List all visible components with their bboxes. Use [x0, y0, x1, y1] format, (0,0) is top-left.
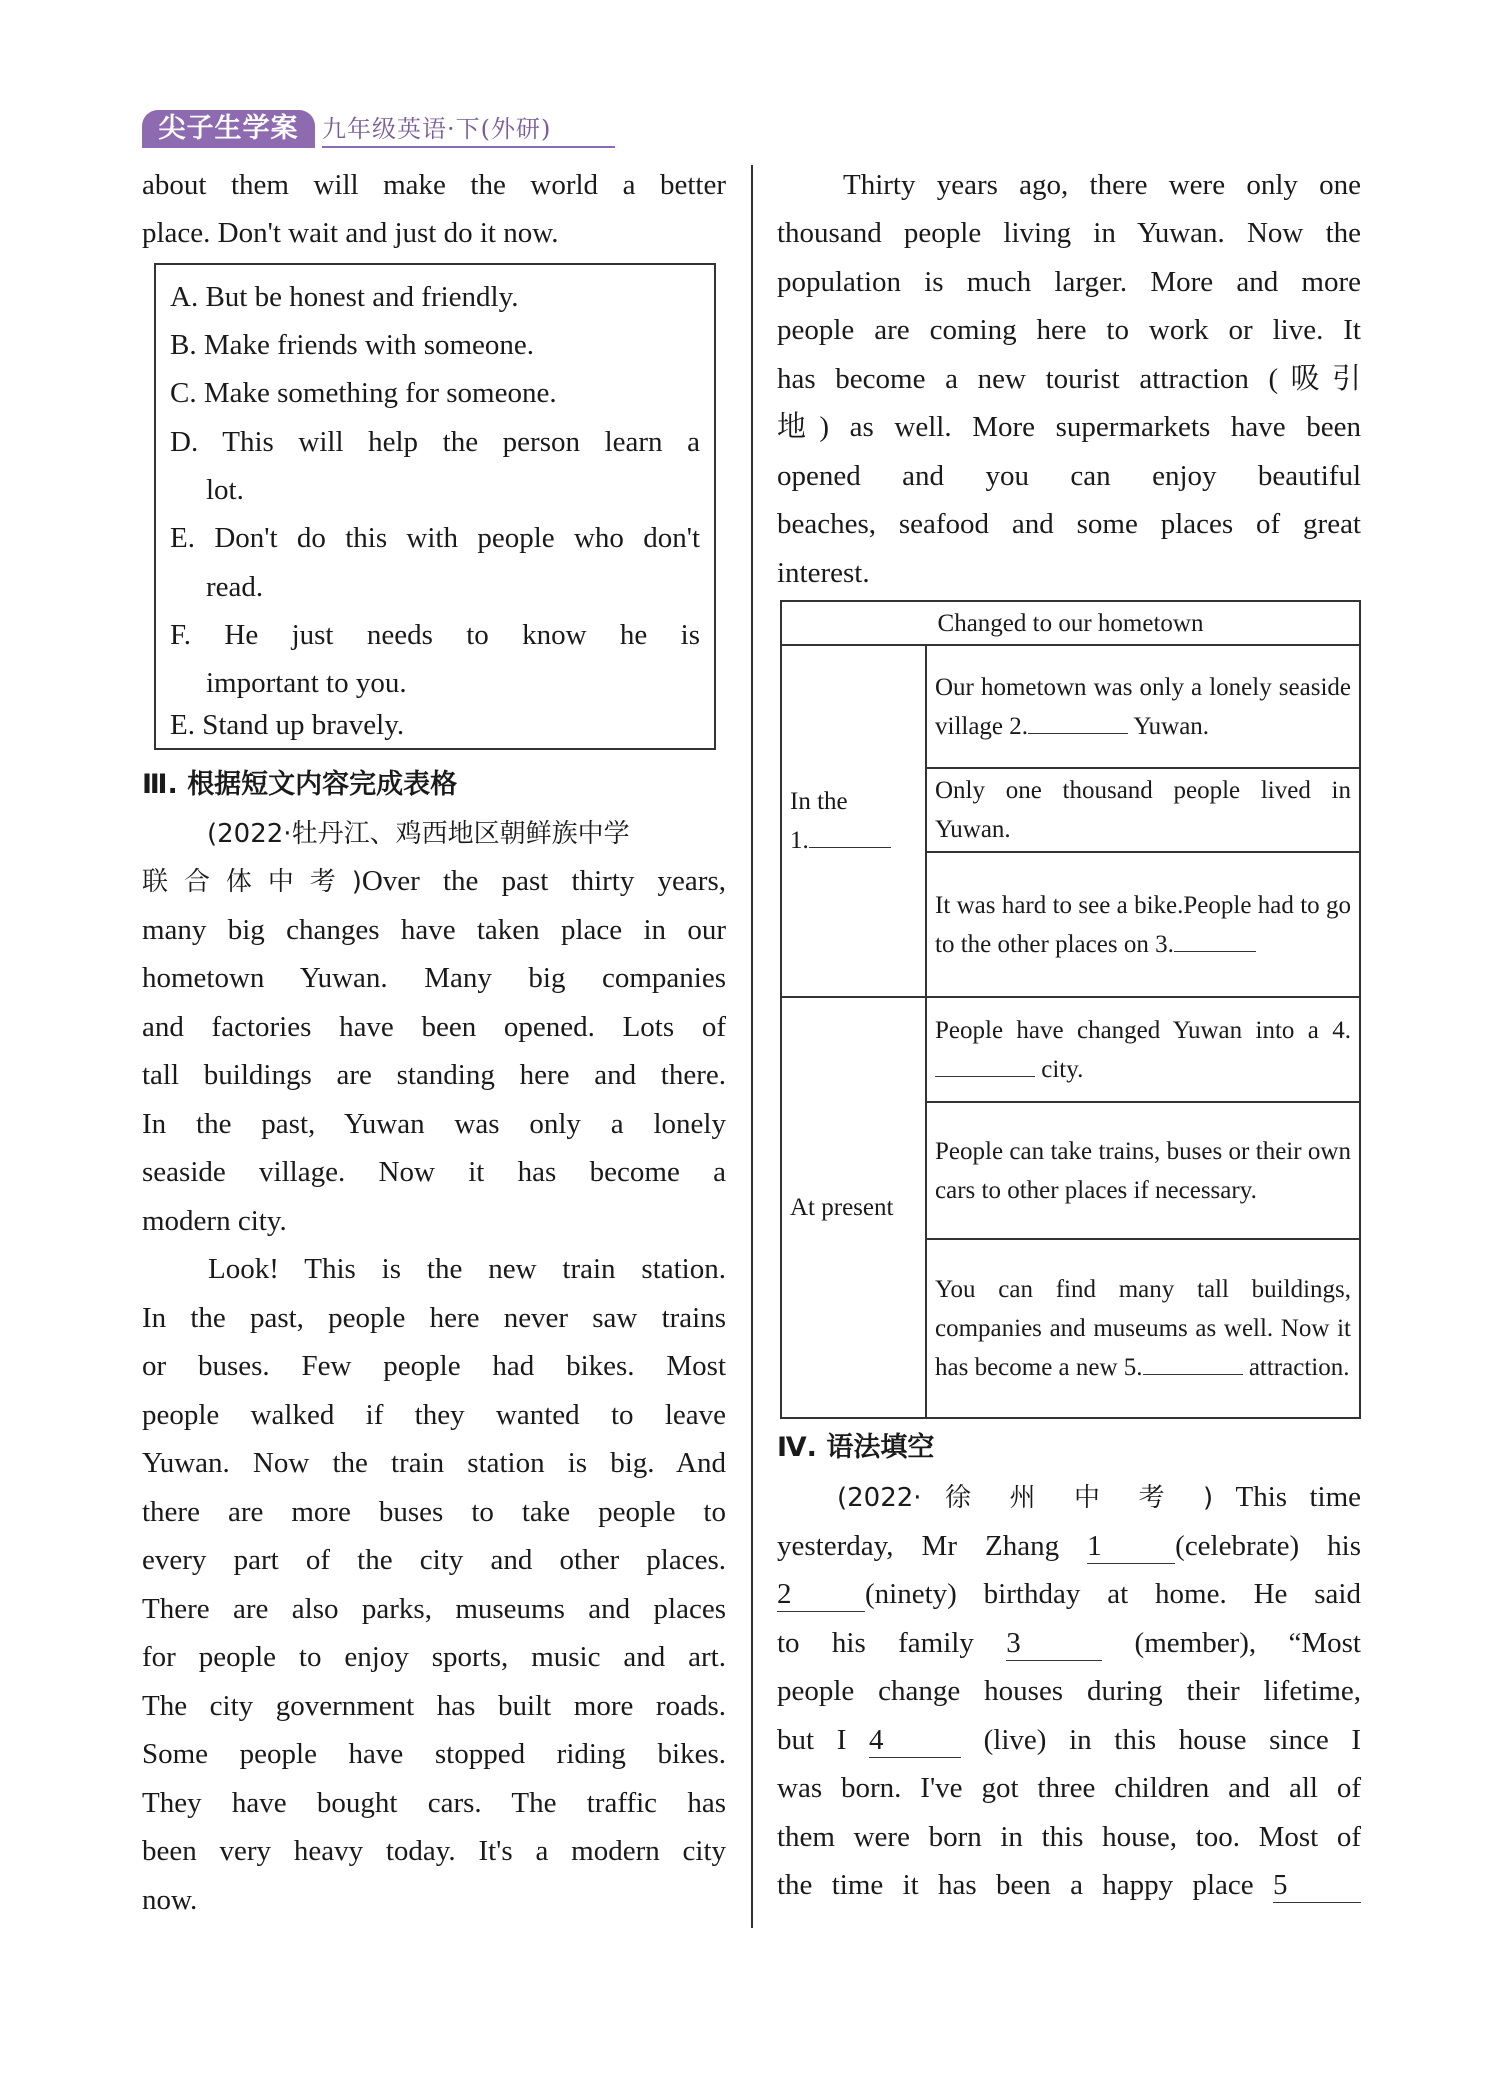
passage-line: opened and you can enjoy beautiful	[777, 460, 1361, 492]
passage-line: They have bought cars. The traffic has	[142, 1787, 726, 1819]
passage-line: the time it has been a happy place 5	[777, 1861, 1361, 1910]
passage-line: population is much larger. More and more	[777, 266, 1361, 298]
passage-line: In the past, Yuwan was only a lonely	[142, 1108, 726, 1140]
passage-line: thousand people living in Yuwan. Now the	[777, 217, 1361, 249]
passage-line: beaches, seafood and some places of great	[777, 508, 1361, 540]
source-passage-line: 联合体中考)Over the past thirty years,	[142, 865, 726, 897]
section-title: 语法填空	[826, 1432, 935, 1463]
table-cell: You can find many tall buildings, companies and museums as well. Now it has become a new 5. attraction.	[926, 1239, 1360, 1418]
passage-line: 2 (ninety) birthday at home. He said	[777, 1578, 1361, 1610]
series-badge: 尖子生学案	[142, 110, 315, 148]
gap-5[interactable]: 5	[1273, 1870, 1361, 1903]
gap-1[interactable]: 1	[1087, 1531, 1175, 1564]
passage-line: Thirty years ago, there were only one	[843, 169, 1361, 201]
table-cell: It was hard to see a bike.People had to go to the other places on 3.	[926, 852, 1360, 997]
gap-3[interactable]: 3	[1006, 1628, 1102, 1661]
option-c: C. Make something for someone.	[170, 377, 557, 409]
row-label-present: At present	[781, 997, 926, 1418]
passage-line: for people to enjoy sports, music and art.	[142, 1641, 726, 1673]
passage-line: Yuwan. Now the train station is big. And	[142, 1447, 726, 1479]
option-e2: E. Stand up bravely.	[170, 709, 405, 741]
passage-line: there are more buses to take people to	[142, 1496, 726, 1528]
passage-line: now.	[142, 1884, 198, 1916]
option-f-cont: important to you.	[206, 667, 407, 699]
blank-4[interactable]	[935, 1051, 1035, 1077]
option-a: A. But be honest and friendly.	[170, 281, 519, 313]
gap-4[interactable]: 4	[869, 1725, 961, 1758]
passage-line: tall buildings are standing here and there.	[142, 1059, 726, 1091]
passage-line: people change houses during their lifetime,	[777, 1675, 1361, 1707]
section-number: Ⅳ.	[777, 1432, 817, 1463]
table-cell: Our hometown was only a lonely seaside village 2. Yuwan.	[926, 645, 1360, 768]
passage-line: There are also parks, museums and places	[142, 1593, 726, 1625]
blank-1[interactable]	[809, 822, 891, 848]
section-4-heading	[777, 1428, 934, 1468]
changes-table	[780, 600, 1361, 1419]
section-title: 根据短文内容完成表格	[187, 769, 458, 800]
passage-line: them were born in this house, too. Most of	[777, 1821, 1361, 1853]
passage-line: The city government has built more roads.	[142, 1690, 726, 1722]
section-number: Ⅲ.	[142, 769, 178, 800]
source-passage-line: (2022· 徐 州 中 考 ) This time	[837, 1481, 1362, 1513]
passage-line: every part of the city and other places.	[142, 1544, 726, 1576]
passage-line: modern city.	[142, 1205, 287, 1237]
passage-line: Look! This is the new train station.	[208, 1253, 726, 1285]
passage-line: been very heavy today. It's a modern city	[142, 1835, 726, 1867]
option-e-cont: read.	[206, 571, 264, 603]
blank-2[interactable]	[1028, 708, 1128, 734]
passage-line: and factories have been opened. Lots of	[142, 1011, 726, 1043]
table-cell: People have changed Yuwan into a 4. city.	[926, 997, 1360, 1102]
passage-line: Some people have stopped riding bikes.	[142, 1738, 726, 1770]
option-b: B. Make friends with someone.	[170, 329, 535, 361]
passage-line: interest.	[777, 557, 870, 589]
section-3-heading	[142, 765, 457, 805]
passage-line: but I 4 (live) in this house since I	[777, 1724, 1361, 1756]
passage-line: 地) as well. More supermarkets have been	[777, 411, 1361, 443]
passage-line: or buses. Few people had bikes. Most	[142, 1350, 726, 1382]
blank-5[interactable]	[1143, 1349, 1243, 1375]
blank-3[interactable]	[1174, 926, 1256, 952]
passage-line: people walked if they wanted to leave	[142, 1399, 726, 1431]
options-box	[154, 263, 716, 750]
intro-line: about them will make the world a better	[142, 169, 726, 201]
book-subtitle: 九年级英语·下(外研)	[322, 112, 615, 148]
table-cell: People can take trains, buses or their own cars to other places if necessary.	[926, 1102, 1360, 1239]
passage-line: seaside village. Now it has become a	[142, 1156, 726, 1188]
passage-line: to his family 3 (member), “Most	[777, 1627, 1361, 1659]
passage-line: hometown Yuwan. Many big companies	[142, 962, 726, 994]
passage-line: In the past, people here never saw trains	[142, 1302, 726, 1334]
table-cell: Only one thousand people lived in Yuwan.	[926, 768, 1360, 852]
source-line: (2022·牡丹江、鸡西地区朝鲜族中学	[207, 819, 630, 849]
option-f: F. He just needs to know he is	[170, 619, 700, 651]
option-e: E. Don't do this with people who don't	[170, 522, 701, 554]
gap-2[interactable]: 2	[777, 1579, 865, 1612]
table-title: Changed to our hometown	[781, 601, 1360, 645]
column-divider	[751, 165, 753, 1928]
passage-line: yesterday, Mr Zhang 1 (celebrate) his	[777, 1530, 1361, 1562]
intro-line: place. Don't wait and just do it now.	[142, 217, 559, 249]
option-d: D. This will help the person learn a	[170, 426, 700, 458]
option-d-cont: lot.	[206, 474, 244, 506]
passage-line: has become a new tourist attraction (吸引	[777, 363, 1361, 395]
passage-line: many big changes have taken place in our	[142, 914, 726, 946]
row-label-past: In the 1.	[781, 645, 926, 997]
passage-line: was born. I've got three children and all of	[777, 1772, 1361, 1804]
passage-line: people are coming here to work or live. It	[777, 314, 1361, 346]
